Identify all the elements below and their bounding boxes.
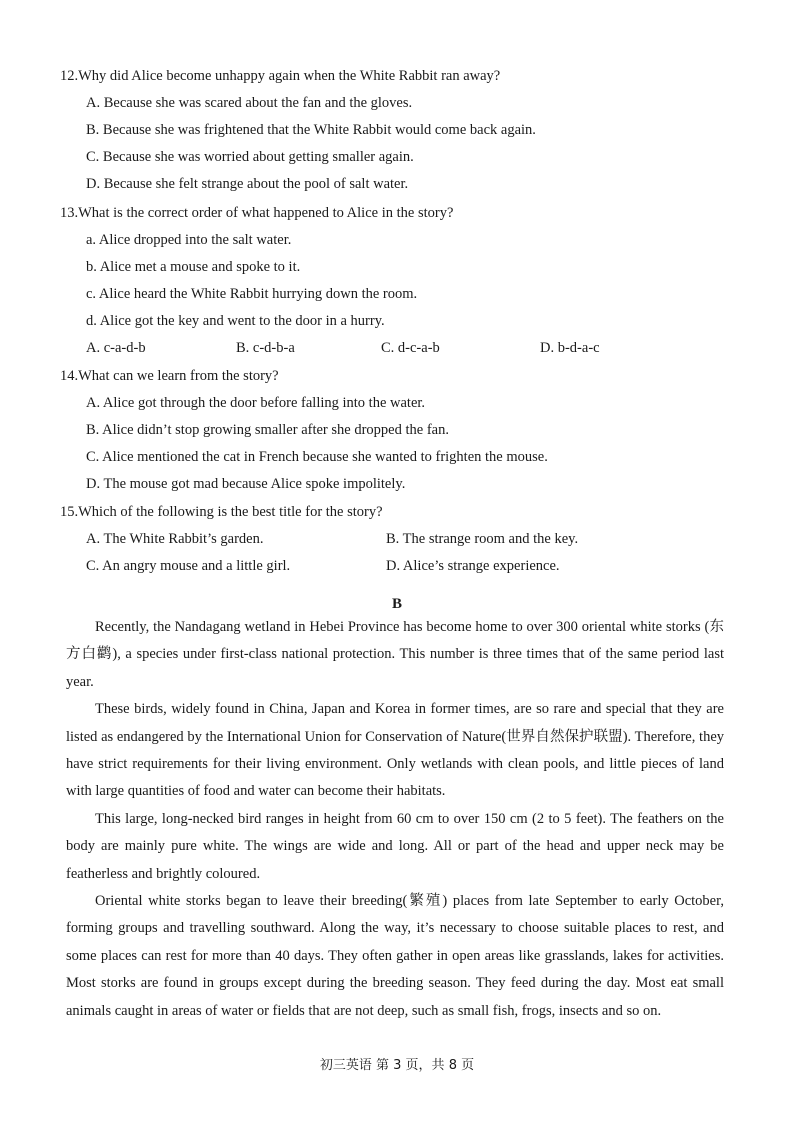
option-b: B. c-d-b-a [236, 340, 295, 356]
event-d: d. Alice got the key and went to the door in a hurry. [86, 313, 385, 329]
event-b: b. Alice met a mouse and spoke to it. [86, 259, 301, 275]
question-stem: 15.Which of the following is the best title for the story? [60, 504, 383, 520]
options-row [60, 335, 750, 362]
option-a: A. The White Rabbit’s garden. [86, 531, 264, 547]
section-heading: B [391, 596, 402, 612]
paragraph: Recently, the Nandagang wetland in Hebei Province has become home to over 300 oriental white storks (东方白鹳), a species under first-class national protection. This number is three times that of the same period last year. [66, 619, 724, 690]
event-a: a. Alice dropped into the salt water. [86, 232, 292, 248]
event-c: c. Alice heard the White Rabbit hurrying down the room. [86, 286, 418, 302]
question-stem: 13.What is the correct order of what happened to Alice in the story? [60, 205, 454, 221]
option-c: C. Because she was worried about getting smaller again. [86, 149, 414, 165]
paragraph: These birds, widely found in China, Japan and Korea in former times, are so rare and special that they are listed as endangered by the International Union for Conservation of Nature(世界自然保护联盟). Therefore, they have strict requirements for their living environment. Only wetlands with clean pools, and little pieces of land with large quantities of food and water can become their habitats. [66, 701, 724, 800]
question-12 [60, 63, 750, 198]
option-a: A. c-a-d-b [86, 340, 146, 356]
option-d: D. The mouse got mad because Alice spoke impolitely. [86, 476, 406, 492]
option-a: A. Because she was scared about the fan and the gloves. [86, 95, 413, 111]
option-d: D. Alice’s strange experience. [386, 558, 560, 574]
option-a: A. Alice got through the door before falling into the water. [86, 395, 426, 411]
option-c: C. Alice mentioned the cat in French because she wanted to frighten the mouse. [86, 449, 548, 465]
paragraph: Oriental white storks began to leave their breeding(繁殖) places from late September to early October, forming groups and travelling southward. Along the way, it’s necessary to choose suitable places to rest, and some places can rest for more than 40 days. They often gather in open areas like grasslands, lakes for activities. Most storks are found in groups except during the breeding season. They feed during the day. Most eat small animals caught in areas of water or fields that are not deep, such as small fish, frogs, insects and so on. [66, 893, 724, 1019]
option-b: B. Because she was frightened that the White Rabbit would come back again. [86, 122, 536, 138]
question-14 [60, 363, 750, 498]
option-c: C. An angry mouse and a little girl. [86, 558, 291, 574]
paragraph: This large, long-necked bird ranges in height from 60 cm to over 150 cm (2 to 5 feet). The feathers on the body are mainly pure white. The wings are wide and long. All or part of the head and upper neck may be featherless and brightly coloured. [66, 810, 724, 882]
question-15 [60, 499, 750, 580]
options-row [60, 526, 750, 553]
option-c: C. d-c-a-b [381, 340, 440, 356]
page-footer: 初三英语 第 3 页，共 8 页 [319, 1058, 475, 1073]
question-13 [60, 200, 750, 362]
question-stem: 12.Why did Alice become unhappy again when the White Rabbit ran away? [60, 68, 501, 84]
options-row [60, 553, 750, 580]
option-d: D. Because she felt strange about the pool of salt water. [86, 176, 409, 192]
option-b: B. The strange room and the key. [386, 531, 579, 547]
option-d: D. b-d-a-c [540, 340, 600, 356]
reading-passage [66, 614, 724, 1025]
question-stem: 14.What can we learn from the story? [60, 368, 279, 384]
option-b: B. Alice didn’t stop growing smaller after she dropped the fan. [86, 422, 449, 438]
